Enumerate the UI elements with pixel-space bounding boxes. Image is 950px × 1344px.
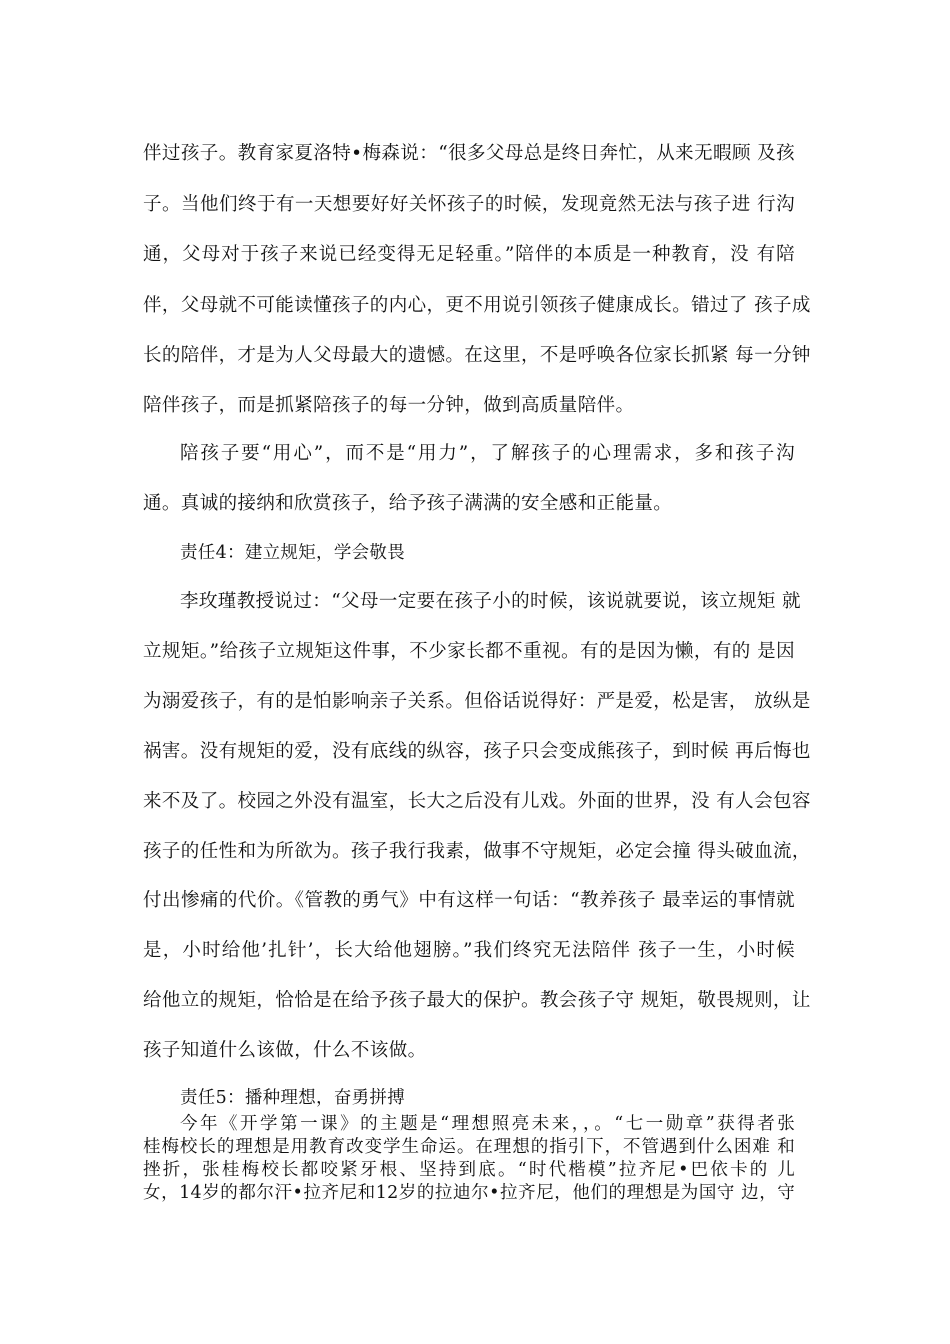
paragraph-2-line-1: 陪孩子要“用心”，而不是“用力”，了解孩子的心理需求，多和孩子沟 bbox=[180, 443, 795, 464]
paragraph-4-line-2: 桂梅校长的理想是用教育改变学生命运。在理想的指引下，不管遇到什么困难 和 bbox=[143, 1137, 795, 1157]
paragraph-3-line-5: 来不及了。校园之外没有温室，长大之后没有儿戏。外面的世界，没 有人会包容 bbox=[143, 791, 811, 812]
paragraph-1-line-2: 子。当他们终于有一天想要好好关怀孩子的时候，发现竟然无法与孩子进 行沟 bbox=[143, 194, 795, 215]
paragraph-3-line-7: 付出惨痛的代价。《管教的勇气》中有这样一句话：“教养孩子 最幸运的事情就 bbox=[143, 890, 795, 911]
paragraph-3-line-4: 祸害。没有规矩的爱，没有底线的纵容，孩子只会变成熊孩子，到时候 再后悔也 bbox=[143, 741, 811, 762]
section-heading-5: 责任5：播种理想，奋勇拼搏 bbox=[180, 1088, 406, 1108]
paragraph-4-line-1: 今年《开学第一课》的主题是“理想照亮未来，，。“七一勋章”获得者张 bbox=[180, 1114, 795, 1134]
paragraph-1-line-5: 长的陪伴，才是为人父母最大的遗憾。在这里，不是呼唤各位家长抓紧 每一分钟 bbox=[143, 345, 811, 366]
paragraph-1-line-1: 伴过孩子。教育家夏洛特•梅森说：“很多父母总是终日奔忙，从来无暇顾 及孩 bbox=[143, 143, 795, 164]
paragraph-4-line-4: 女，14岁的都尔汗•拉齐尼和12岁的拉迪尔•拉齐尼，他们的理想是为国守 边，守 bbox=[143, 1183, 795, 1203]
paragraph-3-line-2: 立规矩。”给孩子立规矩这件事，不少家长都不重视。有的是因为懒，有的 是因 bbox=[143, 641, 795, 662]
paragraph-3-line-9: 给他立的规矩，恰恰是在给予孩子最大的保护。教会孩子守 规矩，敬畏规则，让 bbox=[143, 990, 811, 1011]
paragraph-3-line-1: 李玫瑾教授说过：“父母一定要在孩子小的时候，该说就要说，该立规矩 就 bbox=[180, 591, 801, 612]
paragraph-4-line-3: 挫折，张桂梅校长都咬紧牙根、坚持到底。“时代楷模”拉齐尼•巴依卡的 儿 bbox=[143, 1160, 795, 1180]
paragraph-3-line-8: 是，小时给他’扎针’，长大给他翅膀。”我们终究无法陪伴 孩子一生，小时候 bbox=[143, 940, 795, 961]
paragraph-1-line-3: 通，父母对于孩子来说已经变得无足轻重。”陪伴的本质是一种教育，没 有陪 bbox=[143, 244, 795, 265]
paragraph-3-line-3: 为溺爱孩子，有的是怕影响亲子关系。但俗话说得好：严是爱，松是害， 放纵是 bbox=[143, 691, 811, 712]
paragraph-3-line-6: 孩子的任性和为所欲为。孩子我行我素，做事不守规矩，必定会撞 得头破血流， bbox=[143, 841, 811, 862]
section-heading-4: 责任4：建立规矩，学会敬畏 bbox=[180, 543, 406, 563]
paragraph-3-line-10: 孩子知道什么该做，什么不该做。 bbox=[143, 1040, 427, 1061]
paragraph-1-line-4: 伴，父母就不可能读懂孩子的内心，更不用说引领孩子健康成长。错过了 孩子成 bbox=[143, 295, 811, 316]
paragraph-1-line-6: 陪伴孩子，而是抓紧陪孩子的每一分钟，做到高质量陪伴。 bbox=[143, 395, 635, 416]
paragraph-2-line-2: 通。真诚的接纳和欣赏孩子，给予孩子满满的安全感和正能量。 bbox=[143, 493, 673, 514]
